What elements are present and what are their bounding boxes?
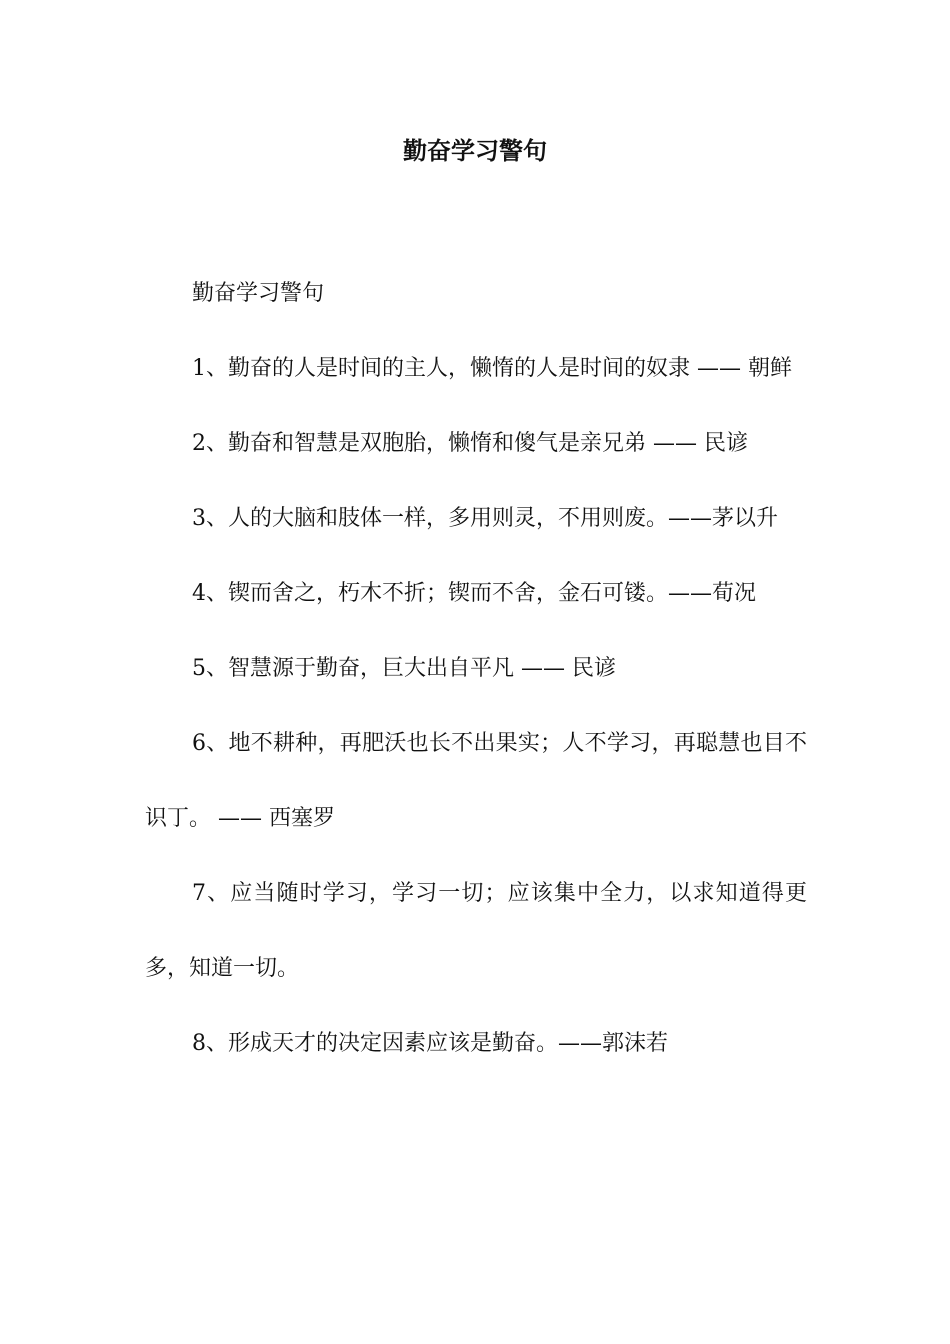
quote-paragraph-8: 8、形成天才的决定因素应该是勤奋。——郭沫若 [192,1031,668,1056]
quote-paragraph-3: 3、人的大脑和肢体一样，多用则灵，不用则废。——茅以升 [192,506,778,531]
quote-paragraph-4: 4、锲而舍之，朽木不折；锲而不舍，金石可镂。——荀况 [192,581,756,606]
quote-paragraph-6: 6、地不耕种，再肥沃也长不出果实；人不学习，再聪慧也目不识丁。 —— 西塞罗 [145,731,807,831]
intro-heading: 勤奋学习警句 [192,281,325,306]
document-title: 勤奋学习警句 [403,136,547,165]
quote-paragraph-1: 1、勤奋的人是时间的主人，懒惰的人是时间的奴隶 —— 朝鲜 [192,356,792,381]
quote-paragraph-2: 2、勤奋和智慧是双胞胎，懒惰和傻气是亲兄弟 —— 民谚 [192,431,748,456]
quote-paragraph-5: 5、智慧源于勤奋，巨大出自平凡 —— 民谚 [192,656,616,681]
quote-paragraph-7: 7、应当随时学习，学习一切；应该集中全力，以求知道得更多，知道一切。 [145,881,807,981]
document-body [145,256,807,1081]
